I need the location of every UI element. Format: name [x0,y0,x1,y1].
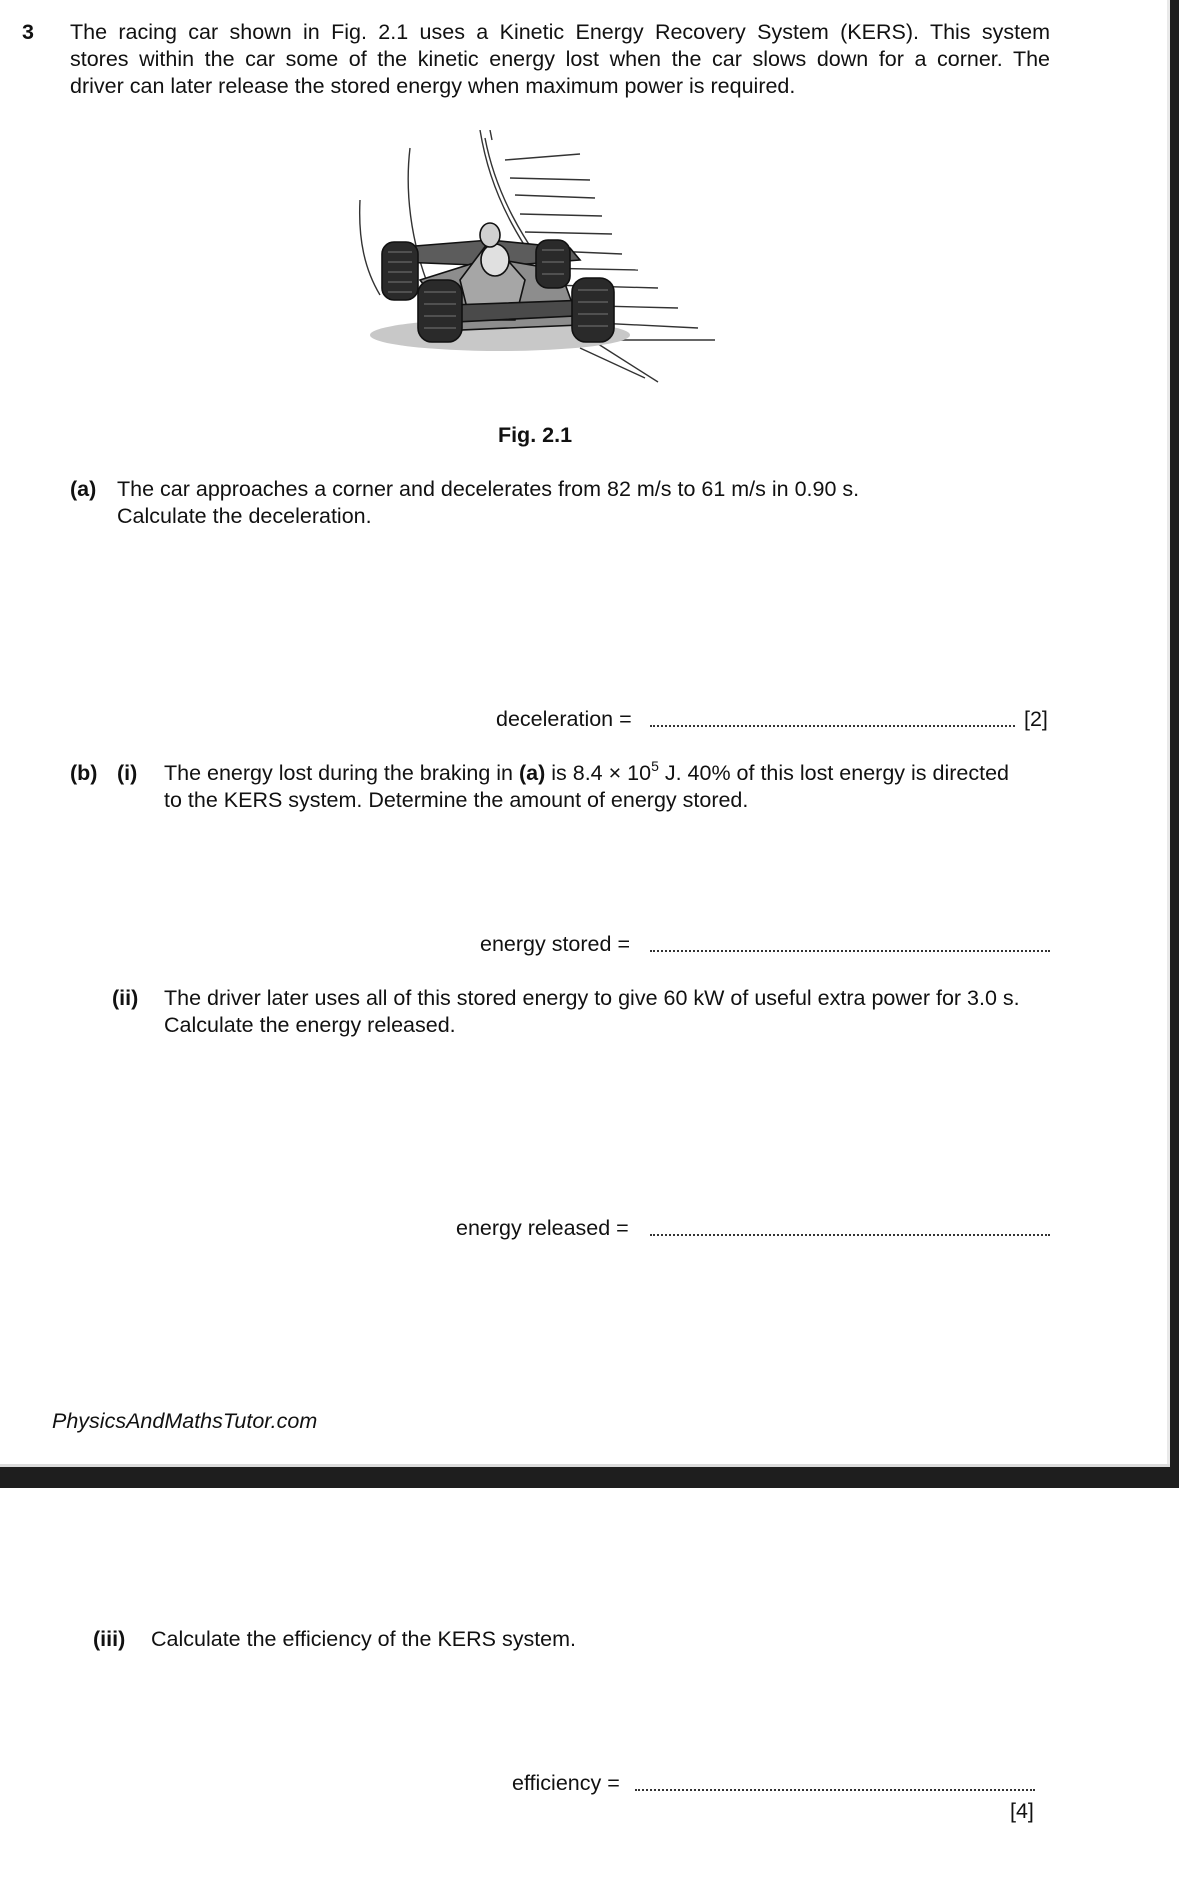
page-edge [1167,0,1170,1488]
energy-released-answer-line[interactable] [650,1216,1050,1236]
part-b-i-label: (i) [117,761,138,785]
part-b-iii-label: (iii) [93,1627,126,1651]
watermark: PhysicsAndMathsTutor.com [52,1409,318,1433]
intro-line-3: driver can later release the stored energy when maximum power is required. [70,74,796,98]
question-number: 3 [22,20,34,44]
part-b-iii-text: Calculate the efficiency of the KERS system. [151,1627,577,1651]
part-b-ii-line-1: The driver later uses all of this stored energy to give 60 kW of useful extra power for 3.0 s. [164,986,1020,1010]
part-b-label: (b) [70,761,98,785]
energy-stored-answer-line[interactable] [650,932,1050,952]
energy-released-label: energy released = [456,1216,629,1240]
efficiency-label: efficiency = [512,1771,620,1795]
part-b-marks: [4] [1010,1799,1034,1823]
energy-stored-label: energy stored = [480,932,630,956]
intro-line-1: The racing car shown in Fig. 2.1 uses a Kinetic Energy Recovery System (KERS). This system [70,20,1050,44]
efficiency-answer-line[interactable] [635,1771,1035,1791]
part-a-label: (a) [70,477,97,501]
part-b-i-line-1: The energy lost during the braking in (a) is $8.4 \times 10^5$ J. 40% of this lost energy is directed [164,758,1010,785]
part-a-line-1: The car approaches a corner and decelerates from 82 m/s to 61 m/s in 0.90 s. [117,477,860,501]
deceleration-label: deceleration = [496,707,632,731]
part-a-marks: [2] [1024,707,1048,731]
page-edge-shadow [1170,0,1179,1488]
page-break-divider [0,1467,1179,1488]
intro-line-2: stores within the car some of the kinetic energy lost when the car slows down for a corner. The [70,47,1050,71]
figure-caption: Fig. 2.1 [497,423,573,447]
racing-car-figure [340,130,730,390]
part-b-ii-label: (ii) [112,986,139,1010]
deceleration-answer-line[interactable] [650,707,1015,727]
part-b-ii-line-2: Calculate the energy released. [164,1013,456,1037]
part-a-line-2: Calculate the deceleration. [117,504,372,528]
part-b-i-line-2: to the KERS system. Determine the amount of energy stored. [164,788,749,812]
